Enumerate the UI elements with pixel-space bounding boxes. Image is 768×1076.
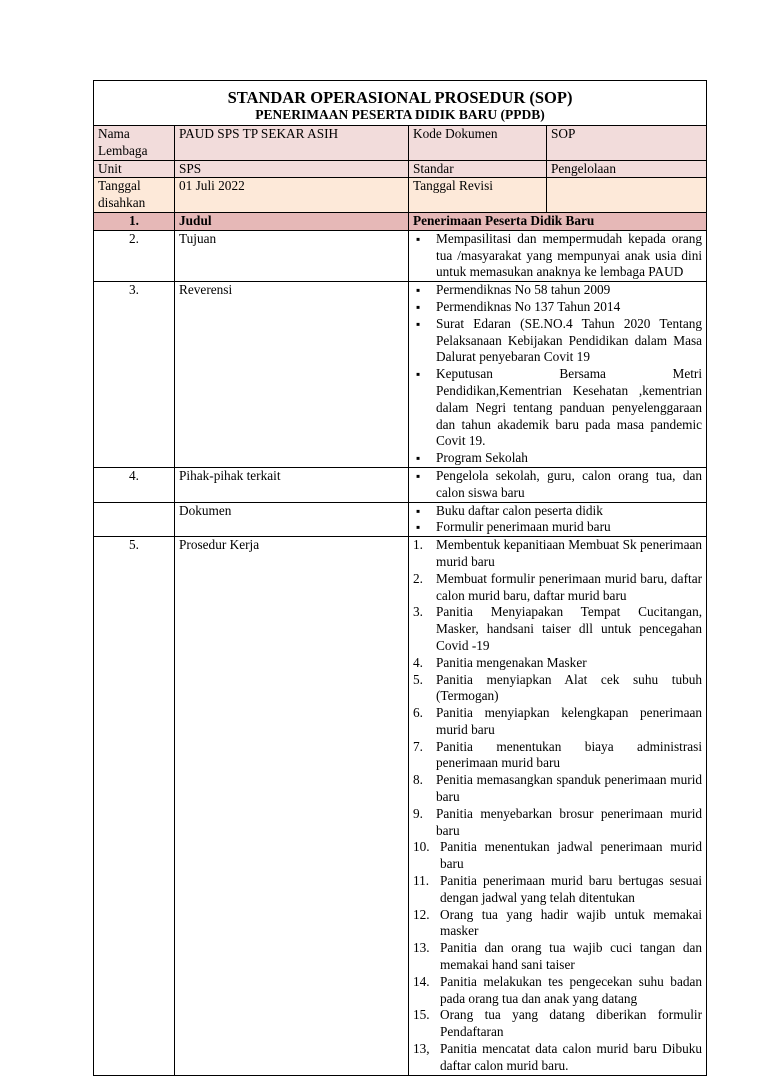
row-label: Prosedur Kerja xyxy=(175,537,409,1076)
item-text: Panitia mengenakan Masker xyxy=(436,654,587,670)
item-number: 6. xyxy=(413,705,423,721)
item-text: Panitia menyiapkan kelengkapan penerimaan murid baru xyxy=(436,705,703,737)
list-item xyxy=(413,974,702,1008)
list-item: ▪ Permendiknas No 58 tahun 2009 xyxy=(413,282,702,299)
item-number: 15. xyxy=(413,1007,430,1023)
item-text: Panitia melakukan tes pengecekan suhu badan pada orang tua dan anak yang datang xyxy=(440,973,703,1006)
item-number: 1. xyxy=(413,537,423,553)
value-tanggal-revisi xyxy=(547,178,707,213)
item-text: Panitia menentukan jadwal penerimaan murid baru xyxy=(440,839,703,872)
value-tanggal-disahkan: 01 Juli 2022 xyxy=(175,178,409,213)
row-number xyxy=(94,502,175,537)
row-number: 5. xyxy=(94,537,175,1076)
item-number: 7. xyxy=(413,738,423,754)
row-number: 2. xyxy=(94,230,175,281)
tujuan-row xyxy=(94,230,707,281)
item-number: 8. xyxy=(413,772,423,788)
list-item xyxy=(413,672,702,706)
item-number: 4. xyxy=(413,654,423,670)
list-item xyxy=(413,604,702,654)
sop-table xyxy=(93,80,707,1076)
label-tanggal-revisi: Tanggal Revisi xyxy=(409,178,547,213)
pihak-row xyxy=(94,467,707,502)
value-standar: Pengelolaan xyxy=(547,160,707,178)
row-number: 1. xyxy=(94,212,175,230)
row-value: Penerimaan Peserta Didik Baru xyxy=(409,212,707,230)
item-text: Panitia mencatat data calon murid baru Dibuku daftar calon murid baru. xyxy=(440,1041,703,1073)
info-row-lembaga xyxy=(94,126,707,161)
list-item xyxy=(413,705,702,739)
document-title: STANDAR OPERASIONAL PROSEDUR (SOP) xyxy=(227,88,573,107)
document-subtitle: PENERIMAAN PESERTA DIDIK BARU (PPDB) xyxy=(255,107,545,122)
row-number: 3. xyxy=(94,282,175,468)
item-number: 3. xyxy=(413,604,423,620)
prosedur-list xyxy=(413,537,702,1075)
value-kode-dokumen: SOP xyxy=(547,126,707,161)
list-item: ▪ Mempasilitasi dan mempermudah kepada orang tua /masyarakat yang mempunyai anak usia dini untuk memasukan anaknya ke lembaga PAUD xyxy=(413,231,702,281)
label-unit: Unit xyxy=(94,160,175,178)
item-number: 10. xyxy=(413,839,430,855)
dokumen-row xyxy=(94,502,707,537)
item-number: 14. xyxy=(413,973,430,989)
row-label: Pihak-pihak terkait xyxy=(175,467,409,502)
row-label: Judul xyxy=(175,212,409,230)
dokumen-list xyxy=(413,503,702,537)
item-text: Panitia dan orang tua wajib cuci tangan dan memakai hand sani taiser xyxy=(440,940,703,973)
item-number: 2. xyxy=(413,570,423,586)
list-item xyxy=(413,940,702,974)
judul-row xyxy=(94,212,707,230)
sop-document xyxy=(93,80,706,1076)
item-number: 5. xyxy=(413,671,423,687)
label-kode-dokumen: Kode Dokumen xyxy=(409,126,547,161)
item-text: Panitia menentukan biaya administrasi penerimaan murid baru xyxy=(436,738,703,771)
referensi-list xyxy=(413,282,702,467)
item-number: 13. xyxy=(413,940,430,956)
referensi-row xyxy=(94,282,707,468)
item-number: 9. xyxy=(413,805,423,821)
item-number: 13, xyxy=(413,1041,430,1057)
info-row-unit xyxy=(94,160,707,178)
list-item xyxy=(413,806,702,840)
label-nama-lembaga: Nama Lembaga xyxy=(94,126,175,161)
item-text: Panitia penerimaan murid baru bertugas sesuai dengan jadwal yang telah ditentukan xyxy=(440,873,703,905)
label-standar: Standar xyxy=(409,160,547,178)
item-number: 12. xyxy=(413,906,430,922)
item-text: Panitia menyiapkan Alat cek suhu tubuh (Termogan) xyxy=(436,671,703,704)
list-item xyxy=(413,873,702,907)
value-unit: SPS xyxy=(175,160,409,178)
row-label: Tujuan xyxy=(175,230,409,281)
pihak-list xyxy=(413,468,702,502)
list-item: ▪ Program Sekolah xyxy=(413,450,702,467)
list-item xyxy=(413,571,702,605)
tujuan-list xyxy=(413,231,702,281)
item-text: Panitia Menyiapakan Tempat Cucitangan, Masker, handsani taiser dll untuk pencegahan Covid -19 xyxy=(436,604,703,653)
title-row xyxy=(94,81,707,126)
list-item: ▪ Permendiknas No 137 Tahun 2014 xyxy=(413,299,702,316)
row-label: Reverensi xyxy=(175,282,409,468)
item-text: Membentuk kepanitiaan Membuat Sk penerimaan murid baru xyxy=(436,537,703,569)
info-row-tanggal xyxy=(94,178,707,213)
prosedur-row xyxy=(94,537,707,1076)
list-item xyxy=(413,1007,702,1041)
list-item: ▪ Surat Edaran (SE.NO.4 Tahun 2020 Tentang Pelaksanaan Kebijakan Pendidikan dalam Masa Dalurat penyebaran Covit 19 xyxy=(413,316,702,366)
label-tanggal-disahkan: Tanggal disahkan xyxy=(94,178,175,213)
list-item: ▪ Formulir penerimaan murid baru xyxy=(413,519,702,536)
list-item xyxy=(413,1041,702,1075)
item-number: 11. xyxy=(413,873,430,889)
item-text: Membuat formulir penerimaan murid baru, daftar calon murid baru, daftar murid baru xyxy=(436,570,703,603)
list-item xyxy=(413,839,702,873)
item-text: Panitia menyebarkan brosur penerimaan murid baru xyxy=(436,805,703,838)
list-item: ▪ Buku daftar calon peserta didik xyxy=(413,503,702,520)
list-item xyxy=(413,772,702,806)
value-nama-lembaga: PAUD SPS TP SEKAR ASIH xyxy=(175,126,409,161)
list-item xyxy=(413,655,702,672)
item-text: Orang tua yang datang diberikan formulir Pendaftaran xyxy=(440,1007,703,1040)
list-item xyxy=(413,739,702,773)
item-text: Penitia memasangkan spanduk penerimaan murid baru xyxy=(436,772,703,805)
row-label: Dokumen xyxy=(175,502,409,537)
list-item xyxy=(413,537,702,571)
list-item: ▪ Pengelola sekolah, guru, calon orang tua, dan calon siswa baru xyxy=(413,468,702,502)
item-text: Orang tua yang hadir wajib untuk memakai masker xyxy=(440,906,703,939)
list-item xyxy=(413,907,702,941)
list-item: ▪ Keputusan Bersama Metri Pendidikan,Kementrian Kesehatan ,kementrian dalam Negri tentang panduan penyelenggaraan dan tahun akademik baru pada masa pandemic Covit 19. xyxy=(413,366,702,450)
row-number: 4. xyxy=(94,467,175,502)
